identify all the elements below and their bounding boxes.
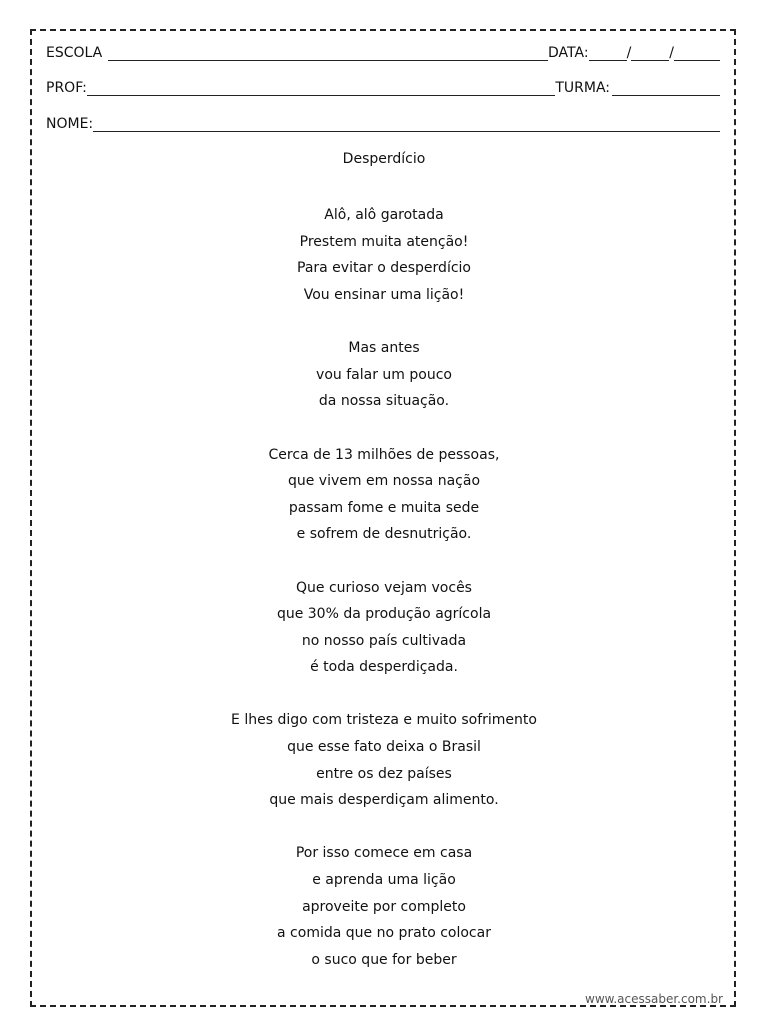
- date-separator-1: /: [626, 45, 632, 61]
- poem-verse: a comida que no prato colocar: [277, 925, 491, 942]
- poem-verse: entre os dez países: [316, 765, 452, 782]
- data-month-field[interactable]: [631, 47, 669, 61]
- poem-stanza: [46, 575, 722, 681]
- poem-verse: E lhes digo com tristeza e muito sofrimento: [231, 712, 537, 729]
- poem-stanza: [46, 707, 722, 813]
- header-prof-row: [46, 79, 720, 97]
- date-separator-2: /: [669, 45, 674, 61]
- footer-url: www.acessaber.com.br: [585, 992, 723, 1006]
- poem-verse: que vivem em nossa nação: [287, 473, 481, 490]
- poem-verse: Cerca de 13 milhões de pessoas,: [268, 446, 500, 463]
- poem-verse: o suco que for beber: [311, 951, 457, 968]
- poem-verse: Por isso comece em casa: [295, 845, 473, 862]
- poem-verse: Prestem muita atenção!: [299, 233, 469, 250]
- data-day-field[interactable]: [589, 47, 627, 61]
- header-escola-row: [46, 44, 720, 62]
- poem-verse: e sofrem de desnutrição.: [296, 526, 472, 543]
- poem-body: [46, 202, 722, 973]
- escola-field[interactable]: [108, 47, 548, 61]
- data-label: DATA:: [548, 45, 589, 61]
- poem-verse: da nossa situação.: [318, 393, 450, 410]
- prof-field[interactable]: [87, 82, 555, 96]
- nome-field[interactable]: [93, 118, 720, 132]
- poem-verse: Para evitar o desperdício: [297, 260, 471, 277]
- nome-label: NOME:: [46, 116, 94, 132]
- poem-verse: Alô, alô garotada: [324, 207, 444, 224]
- poem-verse: e aprenda uma lição: [312, 872, 456, 889]
- turma-field[interactable]: [612, 82, 720, 96]
- header-nome-row: [46, 115, 720, 133]
- poem-stanza: [46, 202, 722, 308]
- prof-label: PROF:: [46, 80, 87, 96]
- poem-verse: no nosso país cultivada: [301, 632, 467, 649]
- escola-label: ESCOLA: [46, 45, 103, 61]
- poem-verse: Mas antes: [348, 340, 420, 357]
- poem-stanza: [46, 442, 722, 548]
- poem-verse: que mais desperdiçam alimento.: [269, 792, 499, 809]
- poem: [46, 149, 722, 973]
- turma-label: TURMA:: [555, 80, 610, 96]
- poem-verse: aproveite por completo: [302, 898, 466, 915]
- poem-verse: que esse fato deixa o Brasil: [287, 739, 481, 756]
- data-year-field[interactable]: [674, 47, 720, 61]
- poem-title: Desperdício: [342, 151, 426, 167]
- poem-stanza: [46, 840, 722, 973]
- poem-verse: passam fome e muita sede: [288, 499, 480, 516]
- poem-verse: vou falar um pouco: [316, 366, 452, 383]
- poem-verse: que 30% da produção agrícola: [276, 606, 492, 623]
- poem-verse: Vou ensinar uma lição!: [303, 286, 465, 303]
- poem-stanza: [46, 335, 722, 415]
- poem-verse: é toda desperdiçada.: [310, 659, 458, 676]
- poem-verse: Que curioso vejam vocês: [296, 579, 472, 596]
